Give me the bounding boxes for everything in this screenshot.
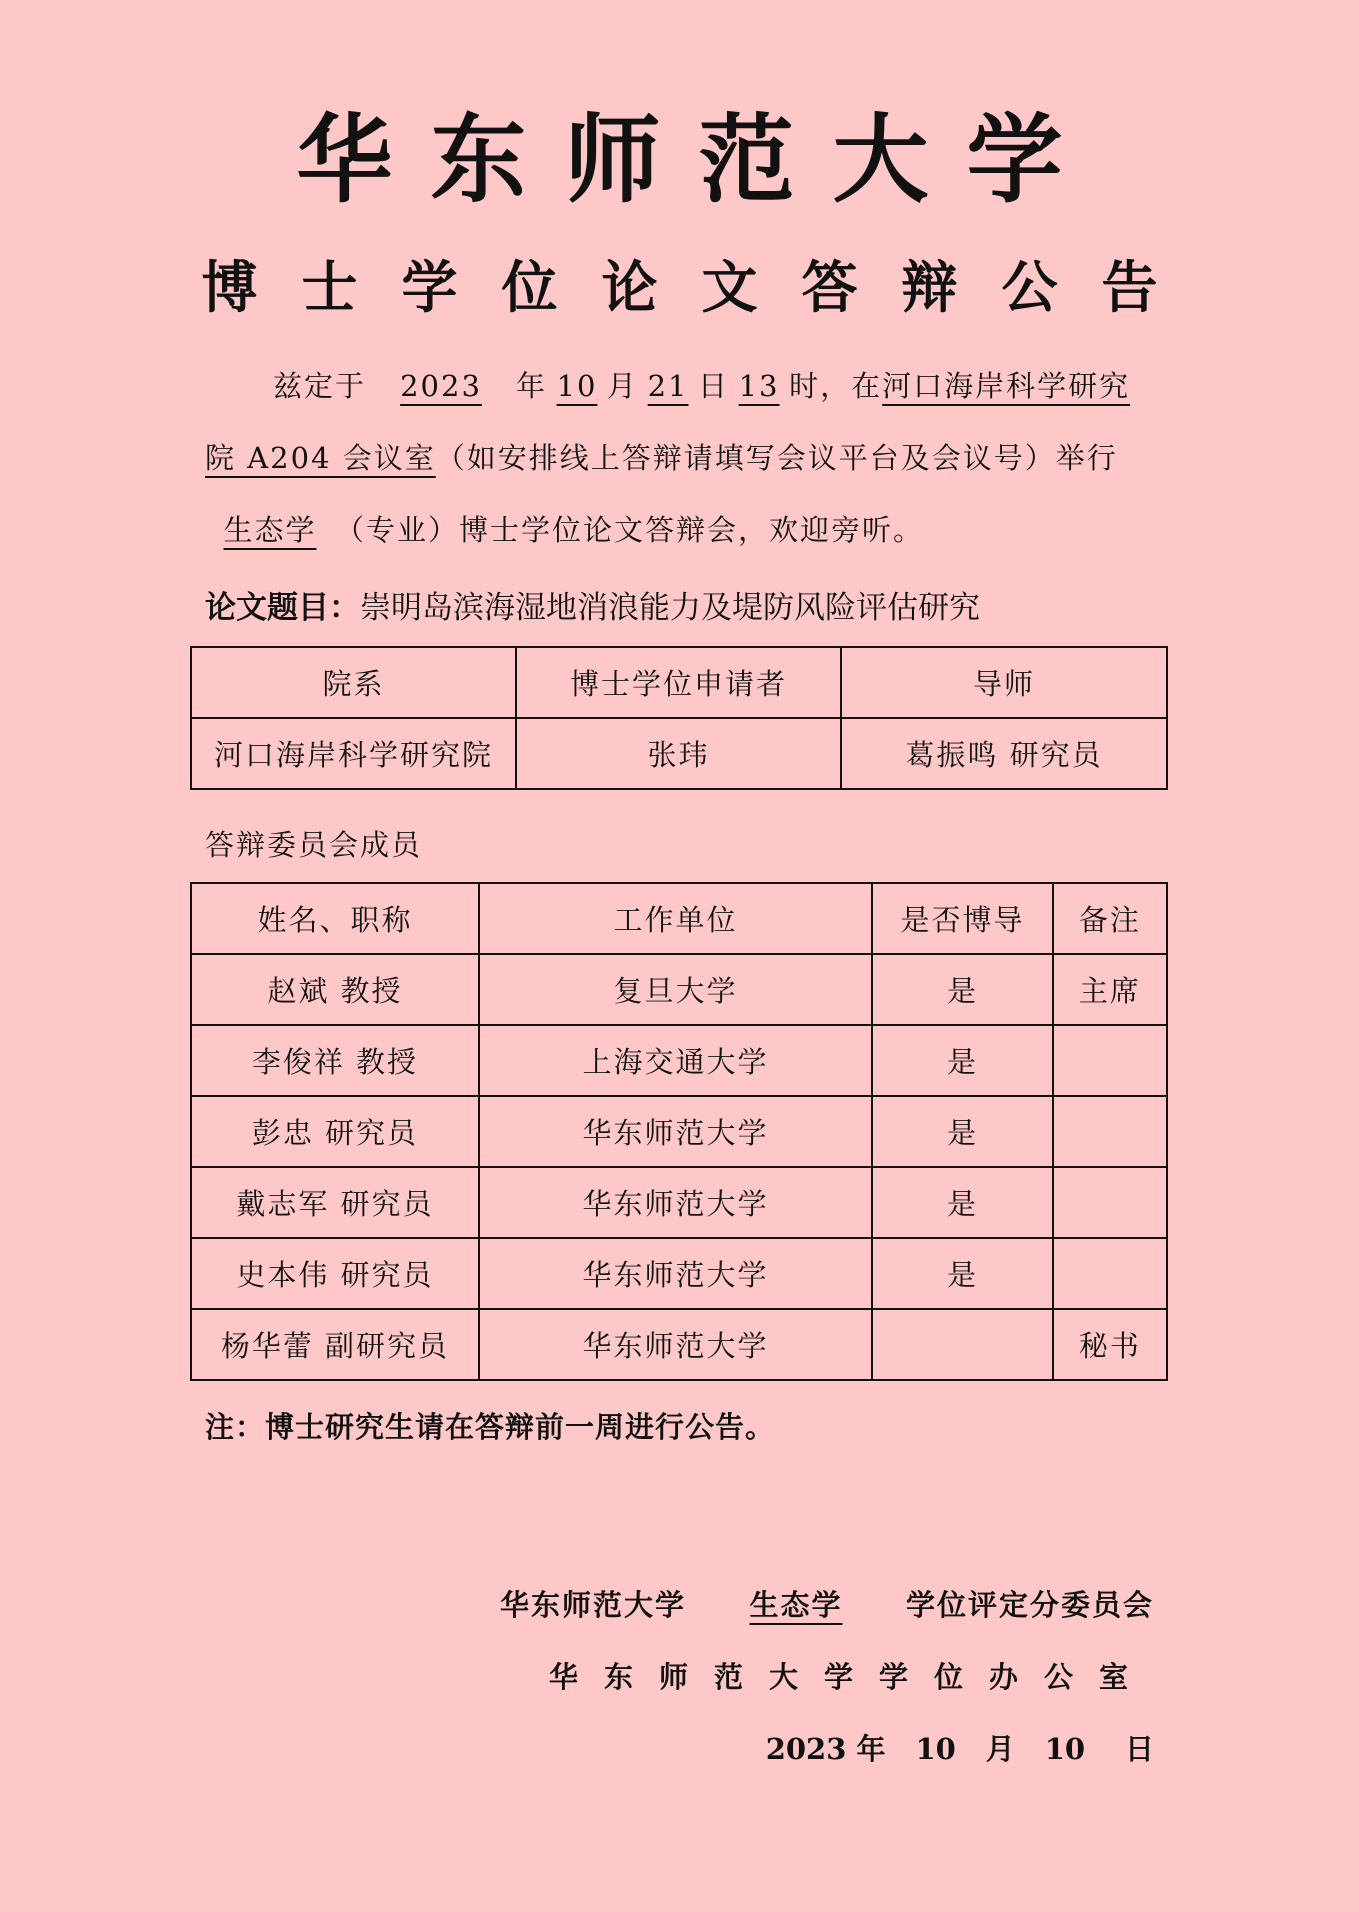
member-supervisor: 是 [872, 1025, 1053, 1096]
announcement-suffix: （专业）博士学位论文答辩会，欢迎旁听。 [335, 513, 925, 547]
table-row [191, 954, 1167, 1025]
notice-title: 博士学位论文答辩公告 [201, 255, 1202, 321]
date-day-unit: 日 [1124, 1732, 1154, 1766]
note-text: 注：博士研究生请在答辩前一周进行公告。 [205, 1410, 776, 1444]
table-header-row [191, 883, 1167, 954]
signature-suffix: 学位评定分委员会 [905, 1588, 1154, 1622]
member-workplace: 华东师范大学 [479, 1096, 872, 1167]
date-month: 10 [915, 1732, 956, 1766]
header-doctoral-supervisor: 是否博导 [872, 883, 1053, 954]
member-remark [1053, 1167, 1167, 1238]
member-name: 赵斌 教授 [191, 954, 479, 1025]
thesis-title-line [205, 583, 980, 633]
thesis-label: 论文题目： [205, 590, 360, 626]
university-name: 华东师范大学 [296, 103, 1101, 216]
date-year: 2023 [765, 1732, 847, 1766]
advisor-value: 葛振鸣 研究员 [841, 718, 1167, 789]
member-name: 史本伟 研究员 [191, 1238, 479, 1309]
member-name: 杨华蕾 副研究员 [191, 1309, 479, 1380]
applicant-info-table [190, 646, 1168, 790]
department-value: 河口海岸科学研究院 [191, 718, 516, 789]
defense-month: 10 [556, 369, 598, 403]
header-applicant: 博士学位申请者 [516, 647, 841, 718]
member-name: 李俊祥 教授 [191, 1025, 479, 1096]
defense-hour: 13 [738, 369, 780, 403]
member-remark [1053, 1238, 1167, 1309]
committee-table [190, 882, 1168, 1381]
month-unit: 月 [607, 369, 639, 403]
date-year-unit: 年 [856, 1732, 886, 1766]
header-advisor: 导师 [841, 647, 1167, 718]
member-name: 彭忠 研究员 [191, 1096, 479, 1167]
applicant-value: 张玮 [516, 718, 841, 789]
table-row [191, 718, 1167, 789]
date-day: 10 [1044, 1732, 1086, 1766]
header-department: 院系 [191, 647, 516, 718]
member-supervisor: 是 [872, 1096, 1053, 1167]
signature-prefix: 华东师范大学 [499, 1588, 686, 1622]
member-workplace: 华东师范大学 [479, 1238, 872, 1309]
member-remark [1053, 1096, 1167, 1167]
member-workplace: 华东师范大学 [479, 1309, 872, 1380]
member-supervisor: 是 [872, 954, 1053, 1025]
member-supervisor: 是 [872, 1238, 1053, 1309]
signature-office: 华东师范大学学位办公室 [548, 1660, 1154, 1694]
defense-day: 21 [647, 369, 689, 403]
signature-committee [500, 1580, 1154, 1630]
member-remark [1053, 1025, 1167, 1096]
defense-venue: 河口海岸科学研究院 A204 会议室 [205, 369, 1131, 475]
table-row [191, 1167, 1167, 1238]
member-remark: 主席 [1053, 954, 1167, 1025]
header-workplace: 工作单位 [479, 883, 872, 954]
table-row [191, 1309, 1167, 1380]
member-workplace: 上海交通大学 [479, 1025, 872, 1096]
intro-text: 兹定于 [273, 369, 367, 403]
defense-year: 2023 [400, 369, 482, 403]
table-row [191, 1025, 1167, 1096]
member-name: 戴志军 研究员 [191, 1167, 479, 1238]
year-unit: 年 [516, 369, 548, 403]
committee-label: 答辩委员会成员 [205, 828, 423, 862]
announcement-paragraph [205, 350, 1155, 566]
member-workplace: 复旦大学 [479, 954, 872, 1025]
member-remark: 秘书 [1053, 1309, 1167, 1380]
member-supervisor [872, 1309, 1053, 1380]
member-workplace: 华东师范大学 [479, 1167, 872, 1238]
day-unit: 日 [698, 369, 730, 403]
signature-major: 生态学 [749, 1588, 843, 1622]
online-note: （如安排线上答辩请填写会议平台及会议号）举行 [435, 441, 1118, 475]
defense-major: 生态学 [223, 513, 317, 547]
member-supervisor: 是 [872, 1167, 1053, 1238]
thesis-title: 崇明岛滨海湿地消浪能力及堤防风险评估研究 [360, 590, 980, 626]
date-month-unit: 月 [985, 1732, 1015, 1766]
table-row [191, 1238, 1167, 1309]
table-header-row [191, 647, 1167, 718]
hour-unit: 时，在 [789, 369, 883, 403]
header-remarks: 备注 [1053, 883, 1167, 954]
header-name-title: 姓名、职称 [191, 883, 479, 954]
table-row [191, 1096, 1167, 1167]
signature-date [766, 1724, 1154, 1774]
